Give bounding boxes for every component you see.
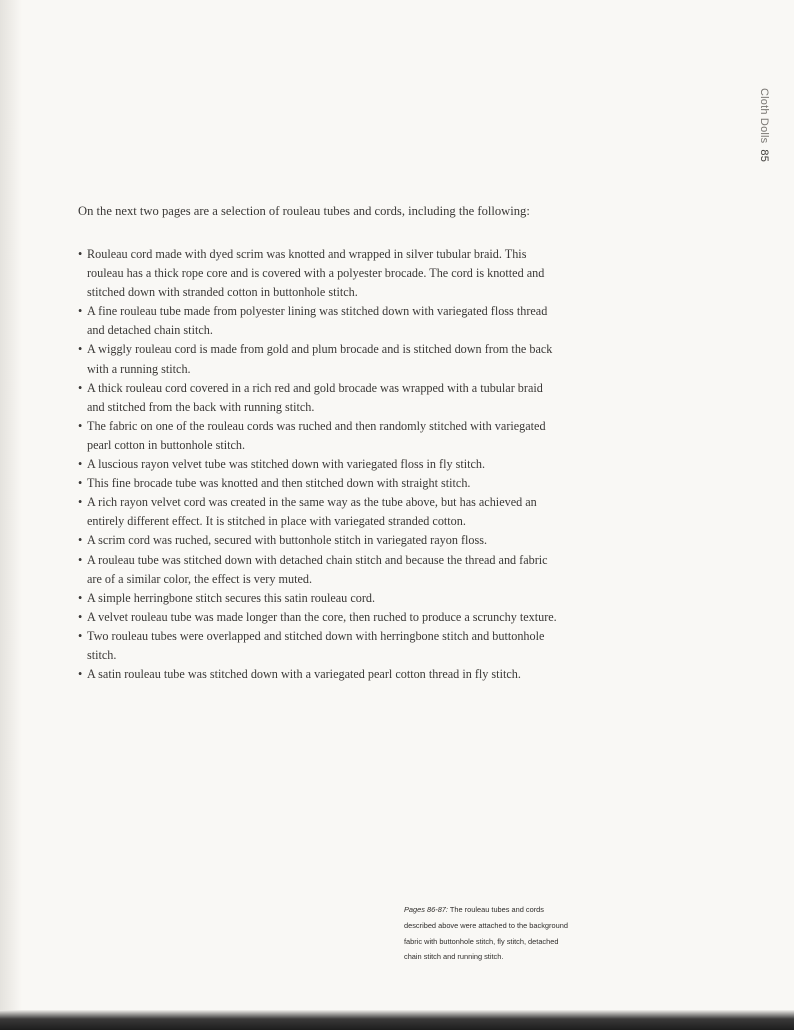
list-item: • A satin rouleau tube was stitched down with a variegated pearl cotton thread in fly stitch. <box>78 665 560 684</box>
page-spine-shadow <box>0 0 22 1030</box>
item-list <box>78 245 560 684</box>
book-title: Cloth Dolls <box>758 88 770 144</box>
running-head-text <box>758 88 770 162</box>
list-item: • A scrim cord was ruched, secured with buttonhole stitch in variegated rayon floss. <box>78 531 560 550</box>
intro-paragraph: On the next two pages are a selection of rouleau tubes and cords, including the following: <box>78 204 530 218</box>
list-item: • A luscious rayon velvet tube was stitched down with variegated floss in fly stitch. <box>78 455 560 474</box>
list-item: • A rouleau tube was stitched down with detached chain stitch and because the thread and fabric are of a similar color, the effect is very muted. <box>78 551 560 589</box>
list-item: • This fine brocade tube was knotted and then stitched down with straight stitch. <box>78 474 560 493</box>
page-bottom-edge <box>0 1010 794 1030</box>
list-item: • A simple herringbone stitch secures this satin rouleau cord. <box>78 589 560 608</box>
caption-lead: Pages 86-87: <box>404 905 448 914</box>
list-item: • Rouleau cord made with dyed scrim was knotted and wrapped in silver tubular braid. This rouleau has a thick rope core and is covered with a polyester brocade. The cord is knotted and stitched down with stranded cotton in buttonhole stitch. <box>78 245 560 302</box>
figure-caption <box>404 902 574 965</box>
page-number: 85 <box>758 149 770 163</box>
list-item: • A wiggly rouleau cord is made from gold and plum brocade and is stitched down from the back with a running stitch. <box>78 340 560 378</box>
list-item: • A fine rouleau tube made from polyester lining was stitched down with variegated floss thread and detached chain stitch. <box>78 302 560 340</box>
list-item: • A velvet rouleau tube was made longer than the core, then ruched to produce a scrunchy texture. <box>78 608 560 627</box>
list-item: • The fabric on one of the rouleau cords was ruched and then randomly stitched with variegated pearl cotton in buttonhole stitch. <box>78 417 560 455</box>
running-head <box>744 88 772 168</box>
list-item: • A rich rayon velvet cord was created in the same way as the tube above, but has achieved an entirely different effect. It is stitched in place with variegated stranded cotton. <box>78 493 560 531</box>
caption-text: The rouleau tubes and cords described above were attached to the background fabric with buttonhole stitch, fly stitch, detached chain stitch and running stitch. <box>404 905 568 962</box>
list-item: • Two rouleau tubes were overlapped and stitched down with herringbone stitch and buttonhole stitch. <box>78 627 560 665</box>
list-item: • A thick rouleau cord covered in a rich red and gold brocade was wrapped with a tubular braid and stitched from the back with running stitch. <box>78 379 560 417</box>
